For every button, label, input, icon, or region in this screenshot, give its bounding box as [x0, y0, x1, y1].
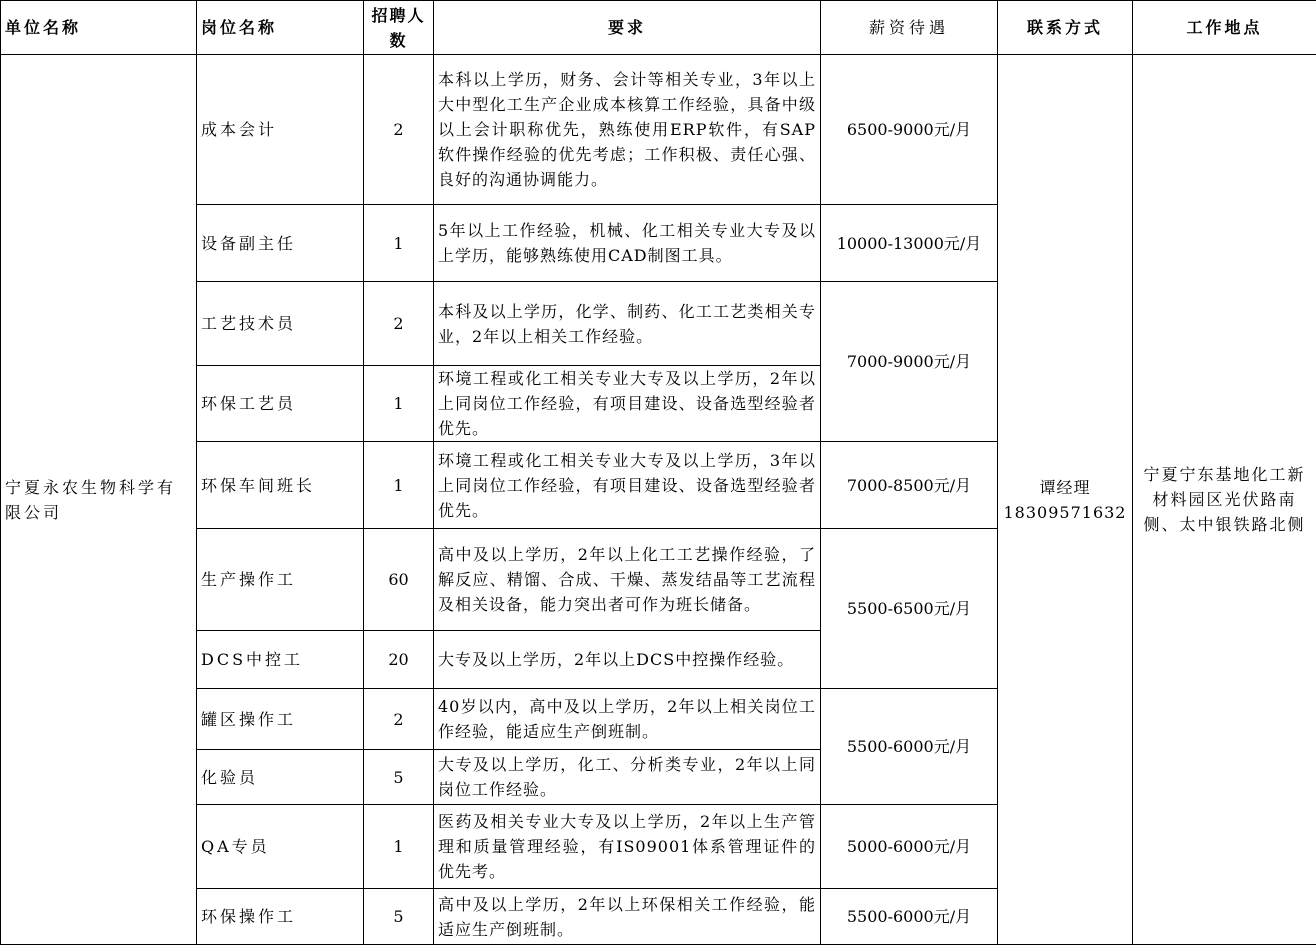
position-count: 1 [364, 366, 434, 442]
header-position: 岗位名称 [197, 1, 364, 55]
contact-name: 谭经理 [1039, 477, 1091, 497]
position-title: 生产操作工 [197, 529, 364, 631]
position-title: 成本会计 [197, 55, 364, 205]
position-count: 2 [364, 55, 434, 205]
work-location: 宁夏宁东基地化工新材料园区光伏路南侧、太中银铁路北侧 [1133, 55, 1316, 945]
position-requirements: 本科以上学历，财务、会计等相关专业，3年以上大中型化工生产企业成本核算工作经验，具备中级以上会计职称优先，熟练使用ERP软件，有SAP软件操作经验的优先考虑；工作积极、责任心强、良好的沟通协调能力。 [434, 55, 821, 205]
position-requirements: 大专及以上学历，2年以上DCS中控操作经验。 [434, 631, 821, 689]
position-count: 60 [364, 529, 434, 631]
position-count: 20 [364, 631, 434, 689]
position-title: 罐区操作工 [197, 689, 364, 750]
header-company: 单位名称 [1, 1, 197, 55]
position-salary: 6500-9000元/月 [821, 55, 998, 205]
position-count: 5 [364, 750, 434, 805]
position-count: 2 [364, 689, 434, 750]
position-requirements: 环境工程或化工相关专业大专及以上学历，3年以上同岗位工作经验，有项目建设、设备选型经验者优先。 [434, 442, 821, 529]
position-requirements: 医药及相关专业大专及以上学历，2年以上生产管理和质量管理经验，有IS09001体系管理证件的优先考。 [434, 805, 821, 889]
contact-info [998, 55, 1133, 945]
position-title: 化验员 [197, 750, 364, 805]
position-count: 1 [364, 805, 434, 889]
position-requirements: 环境工程或化工相关专业大专及以上学历，2年以上同岗位工作经验，有项目建设、设备选型经验者优先。 [434, 366, 821, 442]
position-salary: 10000-13000元/月 [821, 205, 998, 282]
position-requirements: 高中及以上学历，2年以上化工工艺操作经验，了解反应、精馏、合成、干燥、蒸发结晶等工艺流程及相关设备，能力突出者可作为班长储备。 [434, 529, 821, 631]
position-salary: 7000-9000元/月 [821, 282, 998, 442]
position-count: 5 [364, 889, 434, 945]
position-title: 环保操作工 [197, 889, 364, 945]
position-requirements: 5年以上工作经验，机械、化工相关专业大专及以上学历，能够熟练使用CAD制图工具。 [434, 205, 821, 282]
position-title: 环保车间班长 [197, 442, 364, 529]
position-requirements: 40岁以内，高中及以上学历，2年以上相关岗位工作经验，能适应生产倒班制。 [434, 689, 821, 750]
position-requirements: 高中及以上学历，2年以上环保相关工作经验，能适应生产倒班制。 [434, 889, 821, 945]
position-title: 设备副主任 [197, 205, 364, 282]
position-salary: 7000-8500元/月 [821, 442, 998, 529]
table-row [1, 55, 1316, 205]
position-salary: 5500-6000元/月 [821, 689, 998, 805]
position-count: 1 [364, 442, 434, 529]
position-title: DCS中控工 [197, 631, 364, 689]
position-requirements: 本科及以上学历，化学、制药、化工工艺类相关专业，2年以上相关工作经验。 [434, 282, 821, 366]
header-location: 工作地点 [1133, 1, 1316, 55]
position-count: 2 [364, 282, 434, 366]
company-name: 宁夏永农生物科学有限公司 [1, 55, 197, 945]
position-title: QA专员 [197, 805, 364, 889]
position-salary: 5000-6000元/月 [821, 805, 998, 889]
header-count: 招聘人数 [364, 1, 434, 55]
header-requirements: 要求 [434, 1, 821, 55]
position-requirements: 大专及以上学历，化工、分析类专业，2年以上同岗位工作经验。 [434, 750, 821, 805]
header-contact: 联系方式 [998, 1, 1133, 55]
header-salary: 薪资待遇 [821, 1, 998, 55]
contact-phone: 18309571632 [1003, 502, 1127, 522]
position-salary: 5500-6000元/月 [821, 889, 998, 945]
header-row [1, 1, 1316, 55]
position-count: 1 [364, 205, 434, 282]
position-salary: 5500-6500元/月 [821, 529, 998, 689]
position-title: 工艺技术员 [197, 282, 364, 366]
position-title: 环保工艺员 [197, 366, 364, 442]
